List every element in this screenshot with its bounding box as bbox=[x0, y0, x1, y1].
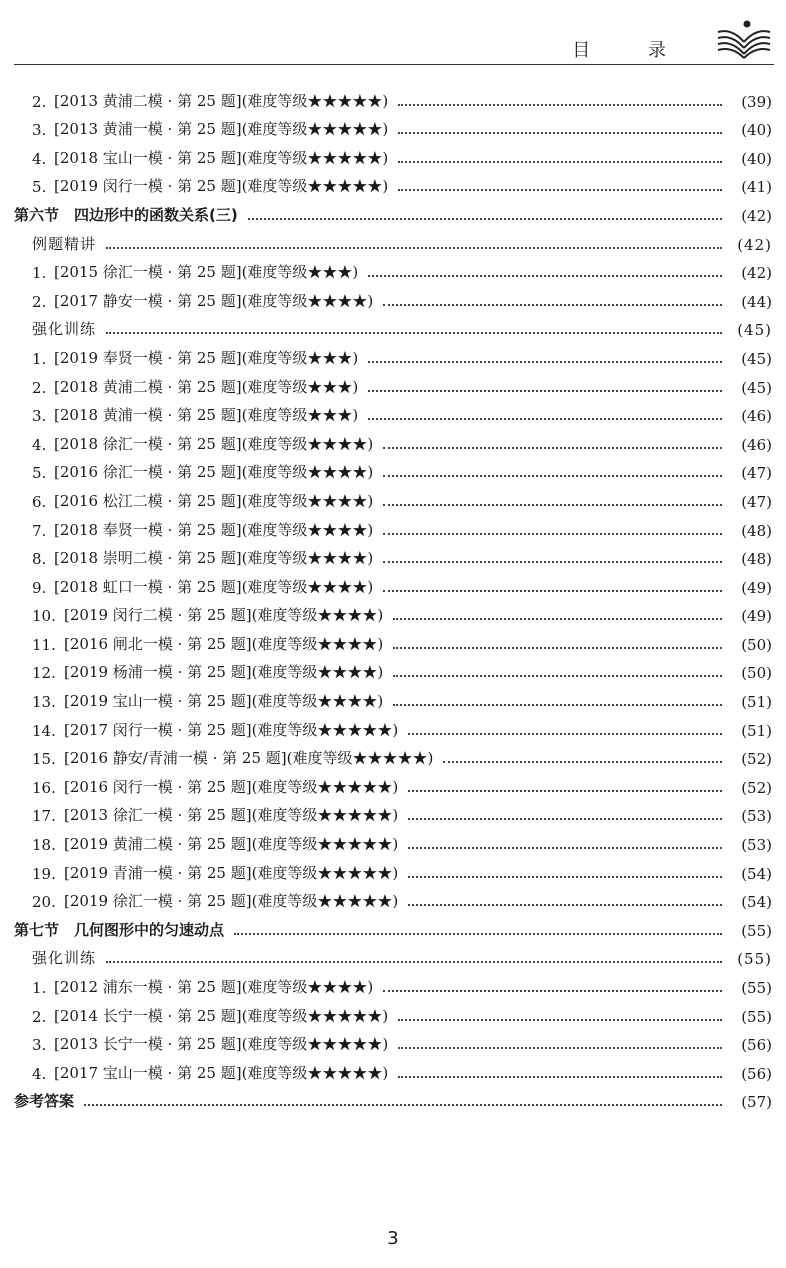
toc-entry-number: 9. bbox=[32, 578, 47, 597]
toc-entry-title: [2013 徐汇一模 · 第 25 题](难度等级★★★★★) bbox=[64, 806, 399, 825]
dot-leader bbox=[398, 1076, 722, 1078]
toc-item-entry[interactable] bbox=[14, 597, 772, 626]
toc-entry-page: (55) bbox=[741, 1007, 772, 1026]
toc-entry-number: 18. bbox=[32, 836, 56, 855]
toc-entry-number: 1. bbox=[32, 264, 47, 283]
toc-item-entry[interactable] bbox=[14, 511, 772, 540]
dot-leader bbox=[398, 189, 722, 191]
dot-leader bbox=[408, 904, 722, 906]
toc-entry-title: [2019 徐汇一模 · 第 25 题](难度等级★★★★★) bbox=[64, 892, 399, 911]
page-number: 3 bbox=[387, 1228, 399, 1249]
dot-leader bbox=[106, 961, 722, 963]
toc-entry-page: (50) bbox=[741, 664, 772, 683]
toc-entry-page: (49) bbox=[741, 607, 772, 626]
dot-leader bbox=[408, 876, 722, 878]
toc-entry-page: (48) bbox=[741, 550, 772, 569]
toc-entry-title: [2016 徐汇一模 · 第 25 题](难度等级★★★★) bbox=[54, 463, 374, 482]
toc-entry-number: 2. bbox=[32, 1007, 47, 1026]
toc-item-entry[interactable] bbox=[14, 254, 772, 283]
toc-entry-page: (49) bbox=[741, 578, 772, 597]
toc-entry-title: [2012 浦东一模 · 第 25 题](难度等级★★★★) bbox=[54, 978, 374, 996]
toc-item-entry[interactable] bbox=[14, 825, 772, 854]
toc-item-entry[interactable] bbox=[14, 968, 772, 997]
toc-item-entry[interactable] bbox=[14, 425, 772, 454]
dot-leader bbox=[383, 590, 722, 592]
toc-entry-page: (55) bbox=[741, 979, 772, 997]
toc-entry-title: [2013 长宁一模 · 第 25 题](难度等级★★★★★) bbox=[54, 1035, 389, 1054]
toc-entry-page: (46) bbox=[741, 407, 772, 426]
dot-leader bbox=[398, 132, 722, 134]
toc-entry-title: [2016 闸北一模 · 第 25 题](难度等级★★★★) bbox=[64, 634, 384, 653]
dot-leader bbox=[368, 361, 722, 363]
toc-entry-title: [2016 静安/青浦一模 · 第 25 题](难度等级★★★★★) bbox=[64, 749, 434, 768]
toc-entry-page: (52) bbox=[741, 750, 772, 769]
toc-item-entry[interactable] bbox=[14, 682, 772, 711]
dot-leader bbox=[398, 1047, 722, 1049]
dot-leader bbox=[106, 247, 722, 249]
toc-entry-page: (54) bbox=[741, 864, 772, 883]
toc-entry-page: (42) bbox=[741, 206, 772, 225]
dot-leader bbox=[393, 647, 722, 649]
dot-leader bbox=[408, 790, 722, 792]
toc-entry-title: [2013 黄浦一模 · 第 25 题](难度等级★★★★★) bbox=[54, 120, 389, 139]
toc-entry-title: [2015 徐汇一模 · 第 25 题](难度等级★★★) bbox=[54, 263, 359, 282]
toc-section-entry[interactable] bbox=[14, 911, 772, 940]
toc-item-entry[interactable] bbox=[14, 339, 772, 368]
toc-entry-page: (45) bbox=[741, 349, 772, 368]
dot-leader bbox=[398, 104, 722, 106]
toc-entry-page: (55) bbox=[741, 921, 772, 940]
toc-entry-page: (57) bbox=[741, 1093, 772, 1112]
toc-entry-number: 7. bbox=[32, 521, 47, 540]
dot-leader bbox=[393, 675, 722, 677]
toc-entry-page: (47) bbox=[741, 492, 772, 511]
toc-item-entry[interactable] bbox=[14, 454, 772, 483]
page-header bbox=[14, 16, 774, 65]
toc-entry-title: [2019 奉贤一模 · 第 25 题](难度等级★★★) bbox=[54, 348, 359, 367]
toc-subsection-entry[interactable] bbox=[14, 225, 772, 254]
toc-entry-page: (41) bbox=[741, 178, 772, 197]
dot-leader bbox=[383, 561, 722, 563]
toc-entry-page: (39) bbox=[741, 92, 772, 111]
toc-entry-number: 2. bbox=[32, 378, 47, 397]
toc-item-entry[interactable] bbox=[14, 797, 772, 826]
toc-entry-title: [2019 闵行二模 · 第 25 题](难度等级★★★★) bbox=[64, 606, 384, 625]
toc-entry-number: 5. bbox=[32, 178, 47, 197]
toc-entry-title: [2019 青浦一模 · 第 25 题](难度等级★★★★★) bbox=[64, 863, 399, 882]
toc-entry-page: (48) bbox=[741, 521, 772, 540]
toc-entry-title: [2016 闵行一模 · 第 25 题](难度等级★★★★★) bbox=[64, 777, 399, 796]
toc-entry-title: [2019 宝山一模 · 第 25 题](难度等级★★★★) bbox=[64, 692, 384, 711]
toc-item-entry[interactable] bbox=[14, 282, 772, 311]
toc-entry-title: 第七节 几何图形中的匀速动点 bbox=[14, 920, 225, 939]
toc-entry-title: [2017 宝山一模 · 第 25 题](难度等级★★★★★) bbox=[54, 1063, 389, 1082]
toc-entry-number: 2. bbox=[32, 92, 47, 111]
toc-item-entry[interactable] bbox=[14, 82, 772, 111]
dot-leader bbox=[368, 275, 722, 277]
toc-entry-title: 例题精讲 bbox=[32, 234, 97, 253]
dot-leader bbox=[383, 447, 722, 449]
book-wave-logo-icon bbox=[714, 18, 772, 60]
toc-item-entry[interactable] bbox=[14, 854, 772, 883]
dot-leader bbox=[408, 818, 722, 820]
toc-subsection-entry[interactable] bbox=[14, 940, 772, 969]
dot-leader bbox=[383, 504, 722, 506]
dot-leader bbox=[248, 218, 722, 220]
toc-entry-title: [2018 宝山一模 · 第 25 题](难度等级★★★★★) bbox=[54, 148, 389, 167]
dot-leader bbox=[234, 933, 722, 935]
dot-leader bbox=[106, 332, 722, 334]
toc-entry-number: 13. bbox=[32, 693, 56, 712]
toc-item-entry[interactable] bbox=[14, 768, 772, 797]
dot-leader bbox=[84, 1104, 722, 1106]
dot-leader bbox=[383, 475, 722, 477]
toc-entry-number: 14. bbox=[32, 721, 56, 740]
toc-entry-page: (40) bbox=[741, 149, 772, 168]
dot-leader bbox=[393, 704, 722, 706]
dot-leader bbox=[383, 304, 722, 306]
toc-entry-title: 强化训练 bbox=[32, 320, 97, 339]
dot-leader bbox=[383, 533, 722, 535]
dot-leader bbox=[398, 1019, 722, 1021]
toc-section-entry[interactable] bbox=[14, 196, 772, 225]
toc-entry-number: 12. bbox=[32, 664, 56, 683]
toc-entry-number: 19. bbox=[32, 864, 56, 883]
dot-leader bbox=[443, 761, 722, 763]
toc-item-entry[interactable] bbox=[14, 368, 772, 397]
toc-entry-number: 5. bbox=[32, 464, 47, 483]
dot-leader bbox=[368, 390, 722, 392]
toc-item-entry[interactable] bbox=[14, 711, 772, 740]
toc-item-entry[interactable] bbox=[14, 397, 772, 426]
toc-entry-number: 8. bbox=[32, 550, 47, 569]
toc-entry-title: [2017 静安一模 · 第 25 题](难度等级★★★★) bbox=[54, 291, 374, 310]
toc-entry-number: 4. bbox=[32, 149, 47, 168]
toc-entry-page: (47) bbox=[741, 464, 772, 483]
toc-entry-number: 1. bbox=[32, 979, 47, 997]
toc-entry-page: (50) bbox=[741, 635, 772, 654]
toc-item-entry[interactable] bbox=[14, 997, 772, 1026]
toc-entry-page: (56) bbox=[741, 1064, 772, 1083]
toc-entry-title: [2018 黄浦一模 · 第 25 题](难度等级★★★) bbox=[54, 406, 359, 425]
dot-leader bbox=[408, 733, 722, 735]
toc-item-entry[interactable] bbox=[14, 654, 772, 683]
toc-entry-title: [2018 黄浦二模 · 第 25 题](难度等级★★★) bbox=[54, 377, 359, 396]
dot-leader bbox=[408, 847, 722, 849]
toc-entry-number: 3. bbox=[32, 121, 47, 140]
toc-entry-number: 4. bbox=[32, 435, 47, 454]
toc-entry-page: (46) bbox=[741, 435, 772, 454]
toc-entry-page: (42) bbox=[741, 264, 772, 283]
toc-entry-page: (40) bbox=[741, 121, 772, 140]
toc-entry-number: 2. bbox=[32, 292, 47, 311]
table-of-contents bbox=[14, 82, 772, 1111]
dot-leader bbox=[393, 618, 722, 620]
toc-item-entry[interactable] bbox=[14, 1054, 772, 1083]
toc-entry-title: [2017 闵行一模 · 第 25 题](难度等级★★★★★) bbox=[64, 720, 399, 739]
toc-entry-number: 11. bbox=[32, 635, 56, 654]
toc-entry-number: 4. bbox=[32, 1064, 47, 1083]
toc-entry-title: [2016 松江二模 · 第 25 题](难度等级★★★★) bbox=[54, 491, 374, 510]
toc-entry-number: 3. bbox=[32, 1036, 47, 1055]
toc-subsection-entry[interactable] bbox=[14, 311, 772, 340]
toc-entry-title: [2013 黄浦二模 · 第 25 题](难度等级★★★★★) bbox=[54, 91, 389, 110]
toc-entry-page: (44) bbox=[741, 292, 772, 311]
toc-entry-title: [2018 虹口一模 · 第 25 题](难度等级★★★★) bbox=[54, 577, 374, 596]
toc-entry-page: (54) bbox=[741, 893, 772, 912]
toc-entry-number: 6. bbox=[32, 492, 47, 511]
toc-entry-title: [2019 闵行一模 · 第 25 题](难度等级★★★★★) bbox=[54, 177, 389, 196]
toc-entry-title: [2018 崇明二模 · 第 25 题](难度等级★★★★) bbox=[54, 549, 374, 568]
toc-entry-number: 3. bbox=[32, 407, 47, 426]
toc-entry-number: 17. bbox=[32, 807, 56, 826]
toc-entry-number: 1. bbox=[32, 349, 47, 368]
toc-item-entry[interactable] bbox=[14, 740, 772, 769]
toc-item-entry[interactable] bbox=[14, 168, 772, 197]
toc-entry-page: (45) bbox=[737, 321, 772, 340]
dot-leader bbox=[368, 418, 722, 420]
toc-entry-title: [2018 奉贤一模 · 第 25 题](难度等级★★★★) bbox=[54, 520, 374, 539]
toc-section-entry[interactable] bbox=[14, 1083, 772, 1112]
toc-entry-title: 第六节 四边形中的函数关系(三) bbox=[14, 205, 238, 224]
toc-entry-page: (52) bbox=[741, 778, 772, 797]
toc-entry-number: 20. bbox=[32, 893, 56, 912]
toc-entry-title: [2019 黄浦二模 · 第 25 题](难度等级★★★★★) bbox=[64, 835, 399, 854]
toc-entry-title: [2018 徐汇一模 · 第 25 题](难度等级★★★★) bbox=[54, 434, 374, 453]
toc-entry-title: 参考答案 bbox=[14, 1092, 75, 1111]
toc-entry-page: (56) bbox=[741, 1036, 772, 1055]
toc-item-entry[interactable] bbox=[14, 883, 772, 912]
dot-leader bbox=[383, 990, 722, 992]
toc-item-entry[interactable] bbox=[14, 625, 772, 654]
toc-entry-page: (51) bbox=[741, 721, 772, 740]
toc-entry-number: 16. bbox=[32, 778, 56, 797]
header-title: 目 录 bbox=[572, 40, 692, 61]
toc-item-entry[interactable] bbox=[14, 568, 772, 597]
toc-item-entry[interactable] bbox=[14, 111, 772, 140]
toc-entry-page: (51) bbox=[741, 693, 772, 712]
toc-entry-number: 10. bbox=[32, 607, 56, 626]
toc-entry-number: 15. bbox=[32, 750, 56, 769]
toc-entry-page: (55) bbox=[737, 950, 772, 969]
toc-entry-page: (42) bbox=[737, 235, 772, 254]
dot-leader bbox=[398, 161, 722, 163]
toc-entry-title: 强化训练 bbox=[32, 949, 97, 968]
toc-entry-page: (53) bbox=[741, 836, 772, 855]
toc-entry-page: (45) bbox=[741, 378, 772, 397]
toc-entry-title: [2014 长宁一模 · 第 25 题](难度等级★★★★★) bbox=[54, 1006, 389, 1025]
toc-item-entry[interactable] bbox=[14, 139, 772, 168]
toc-entry-title: [2019 杨浦一模 · 第 25 题](难度等级★★★★) bbox=[64, 663, 384, 682]
toc-item-entry[interactable] bbox=[14, 540, 772, 569]
toc-item-entry[interactable] bbox=[14, 1026, 772, 1055]
toc-item-entry[interactable] bbox=[14, 482, 772, 511]
toc-entry-page: (53) bbox=[741, 807, 772, 826]
